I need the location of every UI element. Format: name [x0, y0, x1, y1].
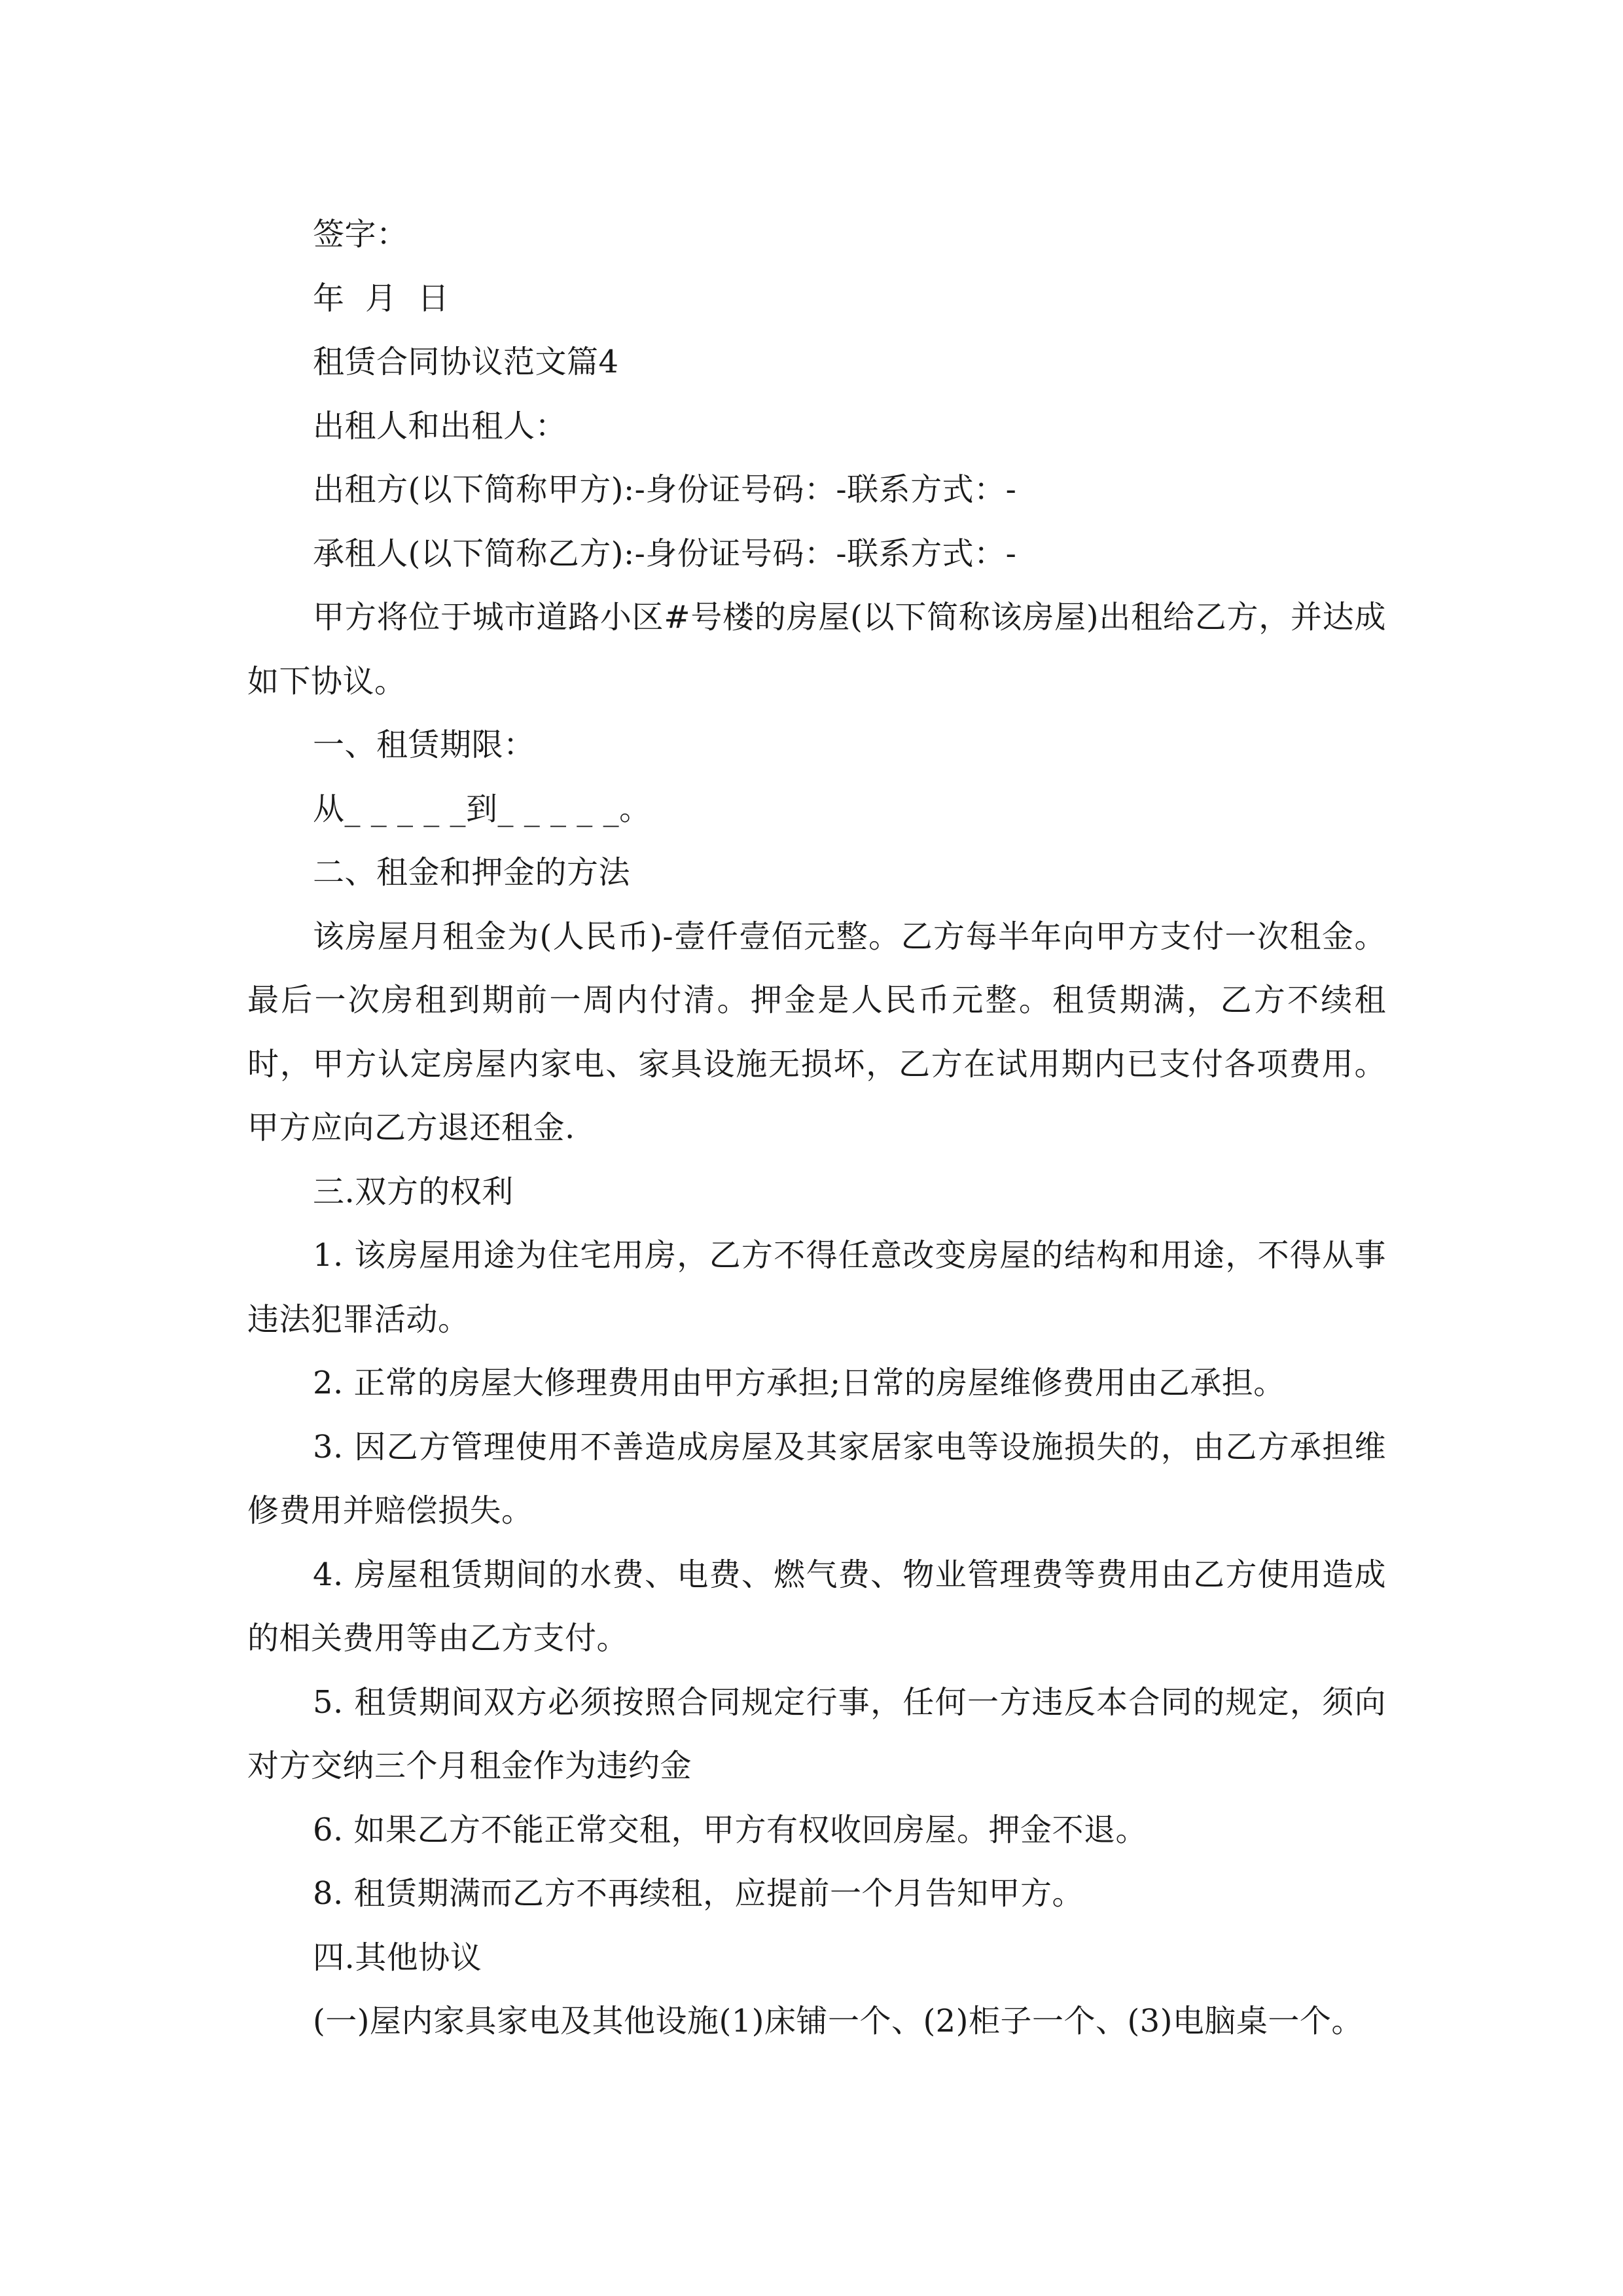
section-title: 租赁合同协议范文篇4 [313, 344, 619, 380]
rights-item-6: 6. 如果乙方不能正常交租，甲方有权收回房屋。押金不退。 [313, 1811, 1148, 1848]
rights-item-8: 8. 租赁期满而乙方不再续租，应提前一个月告知甲方。 [313, 1875, 1084, 1912]
rent-paragraph: 该房屋月租金为(人民币)-壹仟壹佰元整。乙方每半年向甲方支付一次租金。最后一次房租到期前一周内付清。押金是人民币元整。租赁期满，乙方不续租时，甲方认定房屋内家电、家具设施无损坏，乙方在试用期内已支付各项费用。甲方应向乙方退还租金. [247, 918, 1386, 1146]
signature-label: 签字： [313, 216, 408, 253]
clause-heading-rights: 三.双方的权利 [313, 1173, 514, 1210]
parties-heading: 出租人和出租人： [313, 407, 567, 444]
lessee-info: 承租人(以下简称乙方):-身份证号码：-联系方式：- [313, 535, 1017, 572]
date-line: 年 月 日 [313, 279, 450, 317]
furniture-list: (一)屋内家具家电及其他设施(1)床铺一个、(2)柜子一个、(3)电脑桌一个。 [313, 2003, 1363, 2039]
rights-item-5: 5. 租赁期间双方必须按照合同规定行事，任何一方违反本合同的规定，须向对方交纳三个月租金作为违约金 [247, 1683, 1386, 1784]
document-body [247, 203, 1386, 2054]
clause-heading-rent: 二、租金和押金的方法 [313, 854, 631, 891]
clause-heading-term: 一、租赁期限： [313, 726, 535, 763]
rights-item-1: 1. 该房屋用途为住宅用房，乙方不得任意改变房屋的结构和用途，不得从事违法犯罪活动。 [247, 1237, 1386, 1338]
rights-item-4: 4. 房屋租赁期间的水费、电费、燃气费、物业管理费等费用由乙方使用造成的相关费用等由乙方支付。 [247, 1556, 1386, 1657]
rights-item-3: 3. 因乙方管理使用不善造成房屋及其家居家电等设施损失的，由乙方承担维修费用并赔偿损失。 [247, 1428, 1386, 1529]
agreement-intro: 甲方将位于城市道路小区#号楼的房屋(以下简称该房屋)出租给乙方，并达成如下协议。 [247, 599, 1386, 700]
term-period: 从_ _ _ _ _到_ _ _ _ _。 [313, 790, 651, 827]
rights-item-2: 2. 正常的房屋大修理费用由甲方承担;日常的房屋维修费用由乙承担。 [313, 1365, 1285, 1401]
clause-heading-other: 四.其他协议 [313, 1939, 482, 1976]
lessor-info: 出租方(以下简称甲方):-身份证号码：-联系方式：- [313, 471, 1017, 508]
